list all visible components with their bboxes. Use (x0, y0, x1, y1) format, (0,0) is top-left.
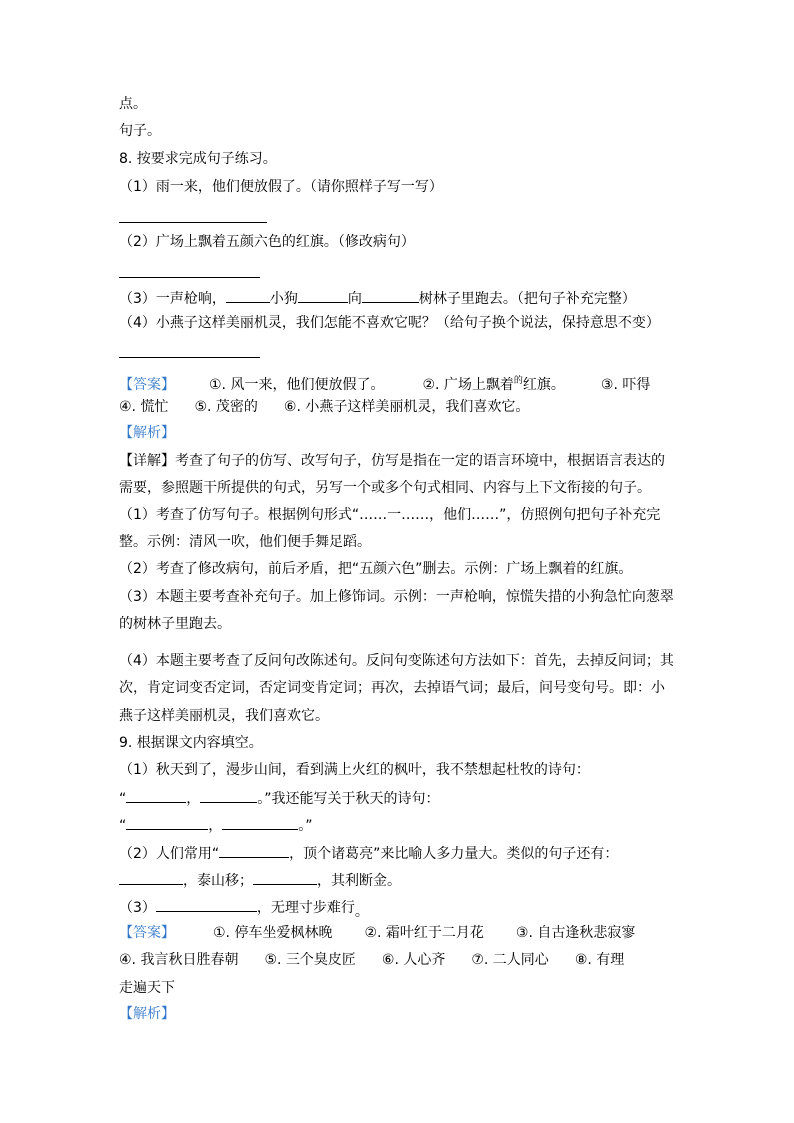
analysis-text: （3）本题主要考查补充句子。加上修饰词。示例：一声枪响，惊慌失措的小狗急忙向葱翠 (119, 589, 674, 605)
fill-blank[interactable] (200, 788, 257, 803)
q9-item-1-blanks (119, 788, 440, 808)
answer-item: ⑥. 小燕子这样美丽机灵，我们喜欢它。 (283, 399, 530, 415)
prev-text: 句子。 (119, 123, 161, 139)
prev-text: 点。 (119, 96, 147, 112)
q9-answer (119, 924, 635, 942)
analysis-text: 次，肯定词变否定词，否定词变肯定词；再次，去掉语气词；最后，问号变句号。即：小 (119, 680, 665, 696)
fill-blank[interactable] (362, 288, 419, 303)
text: ，其利断金。 (317, 873, 401, 889)
analysis-text: （4）本题主要考查了反问句改陈述句。反问句变陈述句方法如下：首先，去掉反问词；其 (119, 653, 674, 669)
text: （3） (119, 900, 156, 916)
text: （2）人们常用“ (119, 846, 220, 862)
text: “ (119, 791, 127, 807)
answer-item: ③. 自古逢秋悲寂寥 (515, 925, 636, 941)
text: ， (208, 818, 223, 834)
answer-item: ①. 停车坐爱枫林晚 (213, 925, 333, 941)
analysis-label: 【解析】 (119, 1006, 175, 1022)
q9-item-3 (119, 897, 369, 920)
answer-item: ②. 广场上飘着 (422, 377, 514, 393)
analysis-text: 需要，参照题干所提供的句式，另写一个或多个句式相同、内容与上下文衔接的句子。 (119, 480, 651, 496)
text: “ (119, 818, 127, 834)
analysis-text: 整。示例：清风一吹，他们便手舞足蹈。 (119, 534, 371, 550)
question-8-title: 8. 按要求完成句子练习。 (119, 151, 277, 167)
text: ，泰山移； (183, 873, 253, 889)
text: 向 (347, 291, 362, 307)
fill-blank[interactable] (298, 288, 348, 303)
answer-item: ①. 风一来，他们便放假了。 (209, 377, 385, 393)
fill-blank[interactable] (126, 815, 208, 830)
text: 。” (298, 818, 313, 834)
text: 。 (354, 904, 369, 920)
fill-blank[interactable] (119, 870, 183, 885)
analysis-text: 燕子这样美丽机灵，我们喜欢它。 (119, 708, 329, 724)
q9-answer-cont (119, 951, 624, 969)
q8-answer (119, 372, 650, 394)
text: （3）一声枪响， (119, 291, 226, 307)
answer-item: ⑤. 三个臭皮匠 (264, 952, 356, 968)
answer-item: 红旗。 (522, 377, 565, 393)
answer-blank-line[interactable] (119, 357, 260, 358)
q8-item-4: （4）小燕子这样美丽机灵，我们怎能不喜欢它呢？（给句子换个说法，保持意思不变） (119, 315, 660, 331)
answer-item: ④. 我言秋日胜春朝 (119, 952, 239, 968)
q8-item-2: （2）广场上飘着五颜六色的红旗。（修改病句） (119, 234, 415, 250)
analysis-text: 【详解】考查了句子的仿写、改写句子，仿写是指在一定的语言环境中，根据语言表达的 (119, 453, 665, 469)
q9-item-2 (119, 843, 618, 863)
answer-blank-line[interactable] (119, 277, 260, 278)
answer-item: ②. 霜叶红于二月花 (364, 925, 484, 941)
text: 小狗 (269, 291, 298, 307)
q9-item-1: （1）秋天到了，漫步山间，看到满上火红的枫叶，我不禁想起杜牧的诗句： (119, 762, 590, 778)
answer-item: ③. 吓得 (600, 377, 651, 393)
q9-item-1-blanks-2 (119, 815, 313, 835)
answer-blank-line[interactable] (119, 222, 267, 223)
analysis-text: （1）考查了仿写句子。根据例句形式“……一……，他们……”，仿照例句把句子补充完 (119, 507, 661, 523)
answer-item: 的 (513, 376, 523, 386)
q9-item-2-cont (119, 870, 401, 890)
analysis-text: （2）考查了修改病句，前后矛盾，把“五颜六色”删去。示例：广场上飘着的红旗。 (119, 561, 633, 577)
fill-blank[interactable] (253, 870, 317, 885)
text: 树林子里跑去。（把句子补充完整） (418, 291, 636, 307)
q8-item-1: （1）雨一来，他们便放假了。（请你照样子写一写） (119, 179, 443, 195)
q8-answer-cont (119, 398, 529, 416)
analysis-label: 【解析】 (119, 425, 175, 441)
q8-item-3 (119, 288, 636, 308)
fill-blank[interactable] (226, 288, 270, 303)
answer-item: ⑥. 人心齐 (381, 952, 446, 968)
analysis-text: 的树林子里跑去。 (119, 616, 231, 632)
answer-item: ④. 慌忙 (119, 399, 169, 415)
text: 。”我还能写关于秋天的诗句： (257, 791, 440, 807)
answer-label: 【答案】 (119, 925, 175, 941)
q9-answer-cont-2: 走遍天下 (119, 980, 175, 996)
fill-blank[interactable] (126, 788, 186, 803)
question-9-title: 9. 根据课文内容填空。 (119, 735, 263, 751)
text: ，顶个诸葛亮”来比喻人多力量大。类似的句子还有： (289, 846, 619, 862)
fill-blank[interactable] (222, 815, 298, 830)
answer-item: ⑧. 有理 (574, 952, 625, 968)
answer-item: ⑦. 二人同心 (471, 952, 549, 968)
fill-blank[interactable] (156, 897, 257, 912)
text: ，无理寸步难行 (256, 900, 355, 916)
answer-label: 【答案】 (119, 377, 175, 393)
text: ， (186, 791, 201, 807)
fill-blank[interactable] (219, 843, 289, 858)
answer-item: ⑤. 茂密的 (194, 399, 258, 415)
